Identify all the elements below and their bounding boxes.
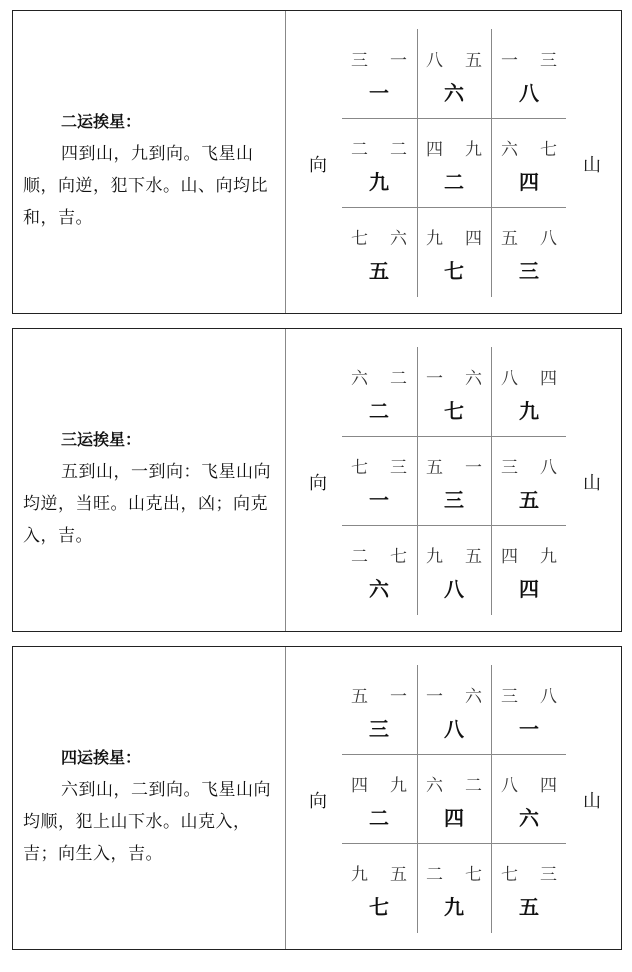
direction-label-right: 山 [583, 791, 601, 812]
base-star: 一 [519, 717, 539, 741]
palace-cell [417, 843, 491, 932]
palace-cell [492, 29, 566, 118]
water-star: 九 [390, 776, 407, 796]
mountain-star: 三 [501, 458, 518, 478]
flying-star-panel [12, 10, 622, 314]
mountain-star: 三 [501, 687, 518, 707]
cell-star-pair [492, 453, 566, 478]
cell-star-pair [342, 453, 416, 478]
base-star: 一 [369, 81, 389, 105]
water-star: 六 [465, 369, 482, 389]
base-star: 四 [444, 806, 464, 830]
water-star: 二 [390, 140, 407, 160]
mountain-star: 一 [501, 51, 518, 71]
water-star: 九 [540, 547, 557, 567]
base-star: 四 [519, 170, 539, 194]
water-star: 五 [465, 51, 482, 71]
water-star: 六 [465, 687, 482, 707]
flying-star-panel [12, 646, 622, 950]
direction-label-left: 向 [309, 155, 327, 176]
base-star: 二 [444, 170, 464, 194]
mountain-star: 五 [351, 687, 368, 707]
direction-label-left: 向 [309, 791, 327, 812]
palace-cell [492, 843, 566, 932]
panel-body-text: 六到山，二到向。飞星山向均顺，犯上山下水。山克入，吉；向生入，吉。 [23, 780, 271, 864]
water-star: 一 [465, 458, 482, 478]
cell-star-pair [342, 860, 416, 885]
water-star: 八 [540, 229, 557, 249]
water-star: 六 [390, 229, 407, 249]
mountain-star: 四 [501, 547, 518, 567]
panel-description [23, 106, 281, 234]
water-star: 二 [465, 776, 482, 796]
base-star: 二 [369, 806, 389, 830]
palace-cell [342, 118, 416, 207]
water-star: 三 [540, 51, 557, 71]
cell-star-pair [417, 542, 491, 567]
base-star: 九 [369, 170, 389, 194]
mountain-star: 九 [426, 229, 443, 249]
palace-cell [342, 754, 416, 843]
direction-label-right: 山 [583, 473, 601, 494]
water-star: 八 [540, 687, 557, 707]
mountain-star: 八 [501, 776, 518, 796]
base-star: 六 [519, 806, 539, 830]
nine-palace-grid [342, 665, 566, 933]
water-star: 七 [540, 140, 557, 160]
mountain-star: 七 [351, 458, 368, 478]
base-star: 八 [519, 81, 539, 105]
base-star: 三 [519, 259, 539, 283]
base-star: 五 [519, 488, 539, 512]
water-star: 四 [540, 776, 557, 796]
cell-star-pair [417, 771, 491, 796]
cell-star-pair [342, 224, 416, 249]
water-star: 四 [540, 369, 557, 389]
water-star: 七 [465, 865, 482, 885]
base-star: 五 [519, 895, 539, 919]
mountain-star: 四 [426, 140, 443, 160]
panel-description [23, 742, 281, 870]
palace-cell [417, 665, 491, 754]
mountain-star: 一 [426, 687, 443, 707]
base-star: 六 [444, 81, 464, 105]
cell-star-pair [417, 46, 491, 71]
mountain-star: 五 [426, 458, 443, 478]
mountain-star: 三 [351, 51, 368, 71]
base-star: 二 [369, 399, 389, 423]
palace-cell [417, 436, 491, 525]
cell-star-pair [417, 135, 491, 160]
base-star: 八 [444, 717, 464, 741]
cell-star-pair [342, 364, 416, 389]
panel-divider [285, 329, 286, 631]
water-star: 三 [540, 865, 557, 885]
palace-cell [492, 207, 566, 296]
cell-star-pair [492, 682, 566, 707]
palace-cell [342, 525, 416, 614]
mountain-star: 二 [351, 140, 368, 160]
panel-body-text: 五到山，一到向：飞星山向均逆，当旺。山克出，凶；向克入，吉。 [23, 462, 271, 546]
water-star: 三 [390, 458, 407, 478]
water-star: 四 [465, 229, 482, 249]
cell-star-pair [492, 542, 566, 567]
palace-cell [342, 207, 416, 296]
mountain-star: 九 [351, 865, 368, 885]
mountain-star: 六 [351, 369, 368, 389]
palace-cell [492, 525, 566, 614]
water-star: 五 [390, 865, 407, 885]
mountain-star: 六 [501, 140, 518, 160]
palace-cell [342, 665, 416, 754]
mountain-star: 六 [426, 776, 443, 796]
mountain-star: 八 [426, 51, 443, 71]
panel-description [23, 424, 281, 552]
mountain-star: 九 [426, 547, 443, 567]
palace-cell [417, 754, 491, 843]
water-star: 八 [540, 458, 557, 478]
water-star: 二 [390, 369, 407, 389]
nine-palace-grid [342, 29, 566, 297]
mountain-star: 一 [426, 369, 443, 389]
panel-title: 四运挨星： [61, 748, 142, 767]
cell-star-pair [342, 771, 416, 796]
cell-star-pair [342, 542, 416, 567]
panel-divider [285, 11, 286, 313]
mountain-star: 七 [351, 229, 368, 249]
cell-star-pair [342, 682, 416, 707]
cell-star-pair [492, 46, 566, 71]
palace-cell [342, 29, 416, 118]
base-star: 五 [369, 259, 389, 283]
palace-cell [342, 843, 416, 932]
mountain-star: 四 [351, 776, 368, 796]
cell-star-pair [342, 46, 416, 71]
base-star: 七 [444, 399, 464, 423]
base-star: 七 [369, 895, 389, 919]
palace-cell [492, 347, 566, 436]
cell-star-pair [417, 364, 491, 389]
base-star: 三 [369, 717, 389, 741]
water-star: 五 [465, 547, 482, 567]
cell-star-pair [417, 860, 491, 885]
base-star: 七 [444, 259, 464, 283]
base-star: 一 [369, 488, 389, 512]
palace-cell [417, 347, 491, 436]
cell-star-pair [492, 771, 566, 796]
cell-star-pair [492, 135, 566, 160]
panel-title: 二运挨星： [61, 112, 142, 131]
base-star: 九 [519, 399, 539, 423]
base-star: 六 [369, 577, 389, 601]
palace-cell [342, 436, 416, 525]
mountain-star: 二 [426, 865, 443, 885]
cell-star-pair [417, 682, 491, 707]
direction-label-right: 山 [583, 155, 601, 176]
water-star: 一 [390, 51, 407, 71]
base-star: 四 [519, 577, 539, 601]
palace-cell [492, 754, 566, 843]
nine-palace-grid [342, 347, 566, 615]
water-star: 九 [465, 140, 482, 160]
base-star: 八 [444, 577, 464, 601]
panel-divider [285, 647, 286, 949]
flying-star-panel [12, 328, 622, 632]
cell-star-pair [492, 224, 566, 249]
palace-cell [417, 207, 491, 296]
cell-star-pair [492, 860, 566, 885]
palace-cell [342, 347, 416, 436]
cell-star-pair [492, 364, 566, 389]
base-star: 三 [444, 488, 464, 512]
water-star: 七 [390, 547, 407, 567]
mountain-star: 五 [501, 229, 518, 249]
palace-cell [417, 29, 491, 118]
panel-body-text: 四到山，九到向。飞星山顺，向逆，犯下水。山、向均比和，吉。 [23, 144, 268, 228]
cell-star-pair [342, 135, 416, 160]
palace-cell [492, 665, 566, 754]
palace-cell [492, 436, 566, 525]
mountain-star: 八 [501, 369, 518, 389]
mountain-star: 七 [501, 865, 518, 885]
palace-cell [417, 118, 491, 207]
palace-cell [417, 525, 491, 614]
base-star: 九 [444, 895, 464, 919]
mountain-star: 二 [351, 547, 368, 567]
panel-title: 三运挨星： [61, 430, 142, 449]
palace-cell [492, 118, 566, 207]
direction-label-left: 向 [309, 473, 327, 494]
cell-star-pair [417, 224, 491, 249]
cell-star-pair [417, 453, 491, 478]
water-star: 一 [390, 687, 407, 707]
